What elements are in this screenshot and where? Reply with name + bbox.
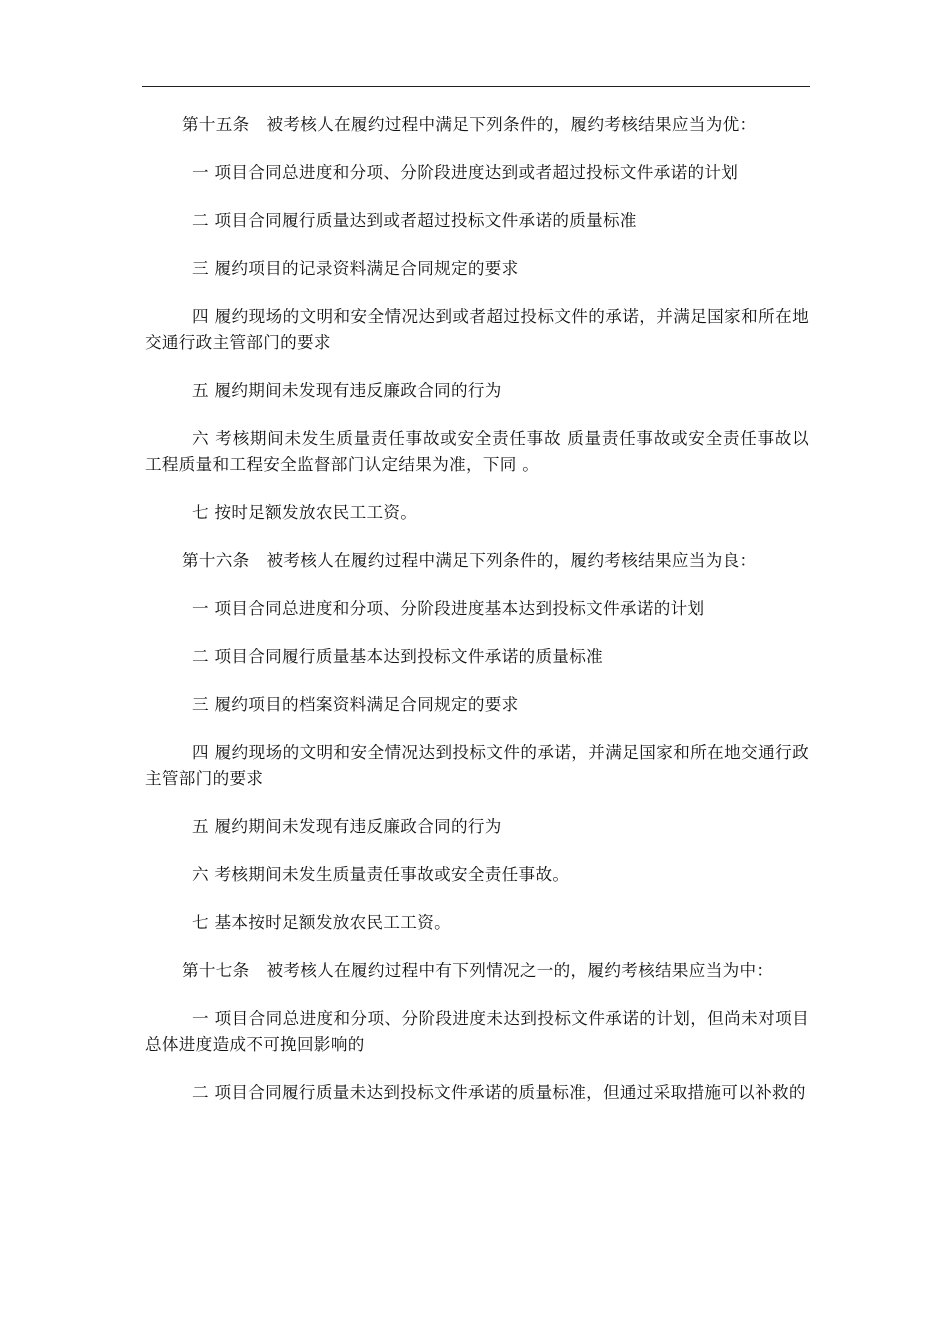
article-16-item-1: 一 项目合同总进度和分项、分阶段进度基本达到投标文件承诺的计划: [192, 599, 705, 618]
article-16-item-2: 二 项目合同履行质量基本达到投标文件承诺的质量标准: [192, 647, 604, 666]
article-17-heading: 第十七条 被考核人在履约过程中有下列情况之一的，履约考核结果应当为中：: [182, 961, 774, 980]
article-16-heading: 第十六条 被考核人在履约过程中满足下列条件的，履约考核结果应当为良：: [182, 551, 757, 570]
article-16-item-4: 四 履约现场的文明和安全情况达到投标文件的承诺，并满足国家和所在地交通行政主管部门的要求: [145, 743, 809, 788]
document-body: [145, 112, 809, 1128]
article-15-item-1: 一 项目合同总进度和分项、分阶段进度达到或者超过投标文件承诺的计划: [192, 163, 739, 182]
header-rule: [142, 86, 810, 87]
article-15-item-3: 三 履约项目的记录资料满足合同规定的要求: [192, 259, 519, 278]
article-15-item-7: 七 按时足额发放农民工工资。: [192, 503, 418, 522]
article-17-item-1: 一 项目合同总进度和分项、分阶段进度未达到投标文件承诺的计划，但尚未对项目总体进度造成不可挽回影响的: [145, 1009, 809, 1054]
article-16-item-6: 六 考核期间未发生质量责任事故或安全责任事故。: [192, 865, 570, 884]
article-16-item-5: 五 履约期间未发现有违反廉政合同的行为: [192, 817, 502, 836]
article-15-item-6: 六 考核期间未发生质量责任事故或安全责任事故 质量责任事故或安全责任事故以工程质量和工程安全监督部门认定结果为准，下同 。: [145, 429, 809, 474]
article-15-item-5: 五 履约期间未发现有违反廉政合同的行为: [192, 381, 502, 400]
article-16-item-3: 三 履约项目的档案资料满足合同规定的要求: [192, 695, 519, 714]
article-16-item-7: 七 基本按时足额发放农民工工资。: [192, 913, 451, 932]
article-15-item-4: 四 履约现场的文明和安全情况达到或者超过投标文件的承诺，并满足国家和所在地交通行政主管部门的要求: [145, 307, 809, 352]
article-15-heading: 第十五条 被考核人在履约过程中满足下列条件的，履约考核结果应当为优：: [182, 115, 757, 134]
article-15-item-2: 二 项目合同履行质量达到或者超过投标文件承诺的质量标准: [192, 211, 637, 230]
article-17-item-2: 二 项目合同履行质量未达到投标文件承诺的质量标准，但通过采取措施可以补救的: [192, 1083, 806, 1102]
